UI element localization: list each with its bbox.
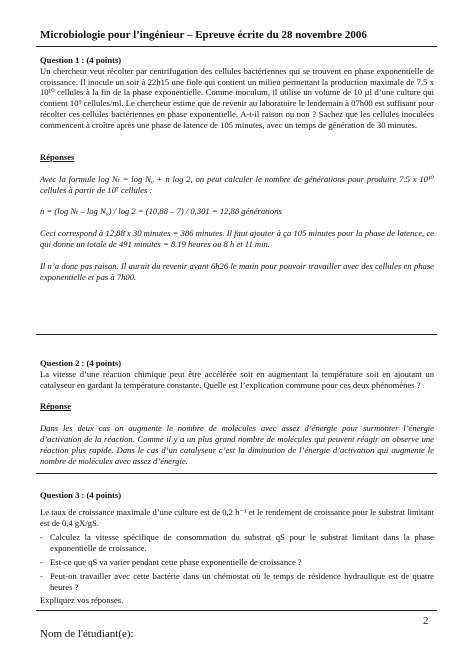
question-1-title: Question 1 : (4 points): [40, 55, 122, 65]
question-2-text: La vitesse d’une réaction chimique peut être accélérée soit en augmentant la température soit en ajoutant un catalyseur en gardant la température constante. Quelle est l’explication commune pour ces deux phénomènes ?: [40, 368, 434, 390]
answer-1-calculation: n = (log Nₜ – log N₀) / log 2 = (10,88 – 7) / 0,301 = 12,88 générations: [40, 206, 282, 217]
student-name-label: Nom de l'étudiant(e):: [40, 628, 134, 640]
answer-1-conclusion: Il n’a donc pas raison. Il aurait du revenir avant 6h26 le matin pour pouvoir travailler avec des cellules en phase exponentielle et pas à 7h00.: [40, 260, 434, 282]
question-3: [40, 490, 434, 606]
question-3-title: Question 3 : (4 points): [40, 490, 122, 500]
subquestion-chemostat: - Peut-on travailler avec cette bactérie dans un chémostat où le temps de résidence hydraulique est de quatre heures ?: [40, 571, 434, 593]
page-header-title: Microbiologie pour l’ingénieur – Epreuve écrite du 28 novembre 2006: [40, 29, 367, 41]
answer-1-formula: Avec la formule log Nₜ = log N₀ + n log 2, on peut calculer le nombre de générations pour produire 7.5 x 10¹⁰ cellules à partir de 10⁷ cellules :: [40, 173, 434, 195]
answer-2: Dans les deux cas on augmente le nombre de molécules avec assez d’énergie pour surmonter l’énergie d’activation de la réaction. Comme il y a un plus grand nombre de molécules qui peuvent réagir on observe une réaction plus rapide. Dans le cas d’un catalyseur c’est la diminution de l’énergie d’activation qui augmente le nombre de molécules avec assez d’énergie.: [40, 423, 434, 466]
header-rule: [36, 46, 437, 47]
question-1: [40, 55, 434, 131]
question-3-subquestions: [40, 532, 434, 592]
question-1-responses: [40, 152, 434, 282]
answer-1-time: Ceci correspond à 12,88 x 30 minutes = 386 minutes. Il faut ajouter à ça 105 minutes pour la phase de latence, ce qui donne un totale de 491 minutes = 8.19 heures ou 8 h et 11 min.: [40, 228, 434, 249]
section-divider-1: [36, 334, 437, 335]
question-3-text: Le taux de croissance maximale d’une culture est de 0,2 h⁻¹ et le rendement de croissance pour le substrat limitant est de 0,4 gX/gS.: [40, 506, 434, 528]
question-1-text: Un chercheur veut récolter par centrifugation des cellules bactériennes qui se trouvent en phase exponentielle de croissance. Il inocule un soir à 22h15 une fiole qui contient un milieu permettant la production maximale de 7.5 x 10¹⁰ cellules à la fin de la phase exponentielle. Comme inoculum, il utilise un volume de 10 µl d’une culture qui contient 10⁹ cellules/ml. Le chercheur estime que de revenir au laboratoire le lendemain à 07h00 est suffisant pour récolter ces cellules bactériennes en phase exponentielle. A-t-il raison ou non ? Sachez que les cellules inoculées commencent à croître après une phase de latence de 105 minutes, avec un temps de génération de 30 minutes.: [40, 65, 434, 130]
footer-rule: [36, 610, 437, 611]
responses-heading: Réponses: [40, 152, 75, 162]
page-number: 2: [423, 615, 429, 627]
section-divider-2: [36, 473, 437, 474]
question-2: [40, 358, 434, 466]
response-heading: Réponse: [40, 401, 72, 412]
subquestion-qs-variation: - Est-ce que qS va varier pendant cette phase exponentielle de croissance ?: [40, 557, 434, 568]
question-3-closing: Expliquez vos réponses.: [40, 595, 124, 606]
subquestion-qs-calculation: - Calculez la vitesse spécifique de consommation du substrat qS pour le substrat limitant dans la phase exponentielle de croissance.: [40, 532, 434, 554]
question-2-title: Question 2 : (4 points): [40, 358, 122, 368]
